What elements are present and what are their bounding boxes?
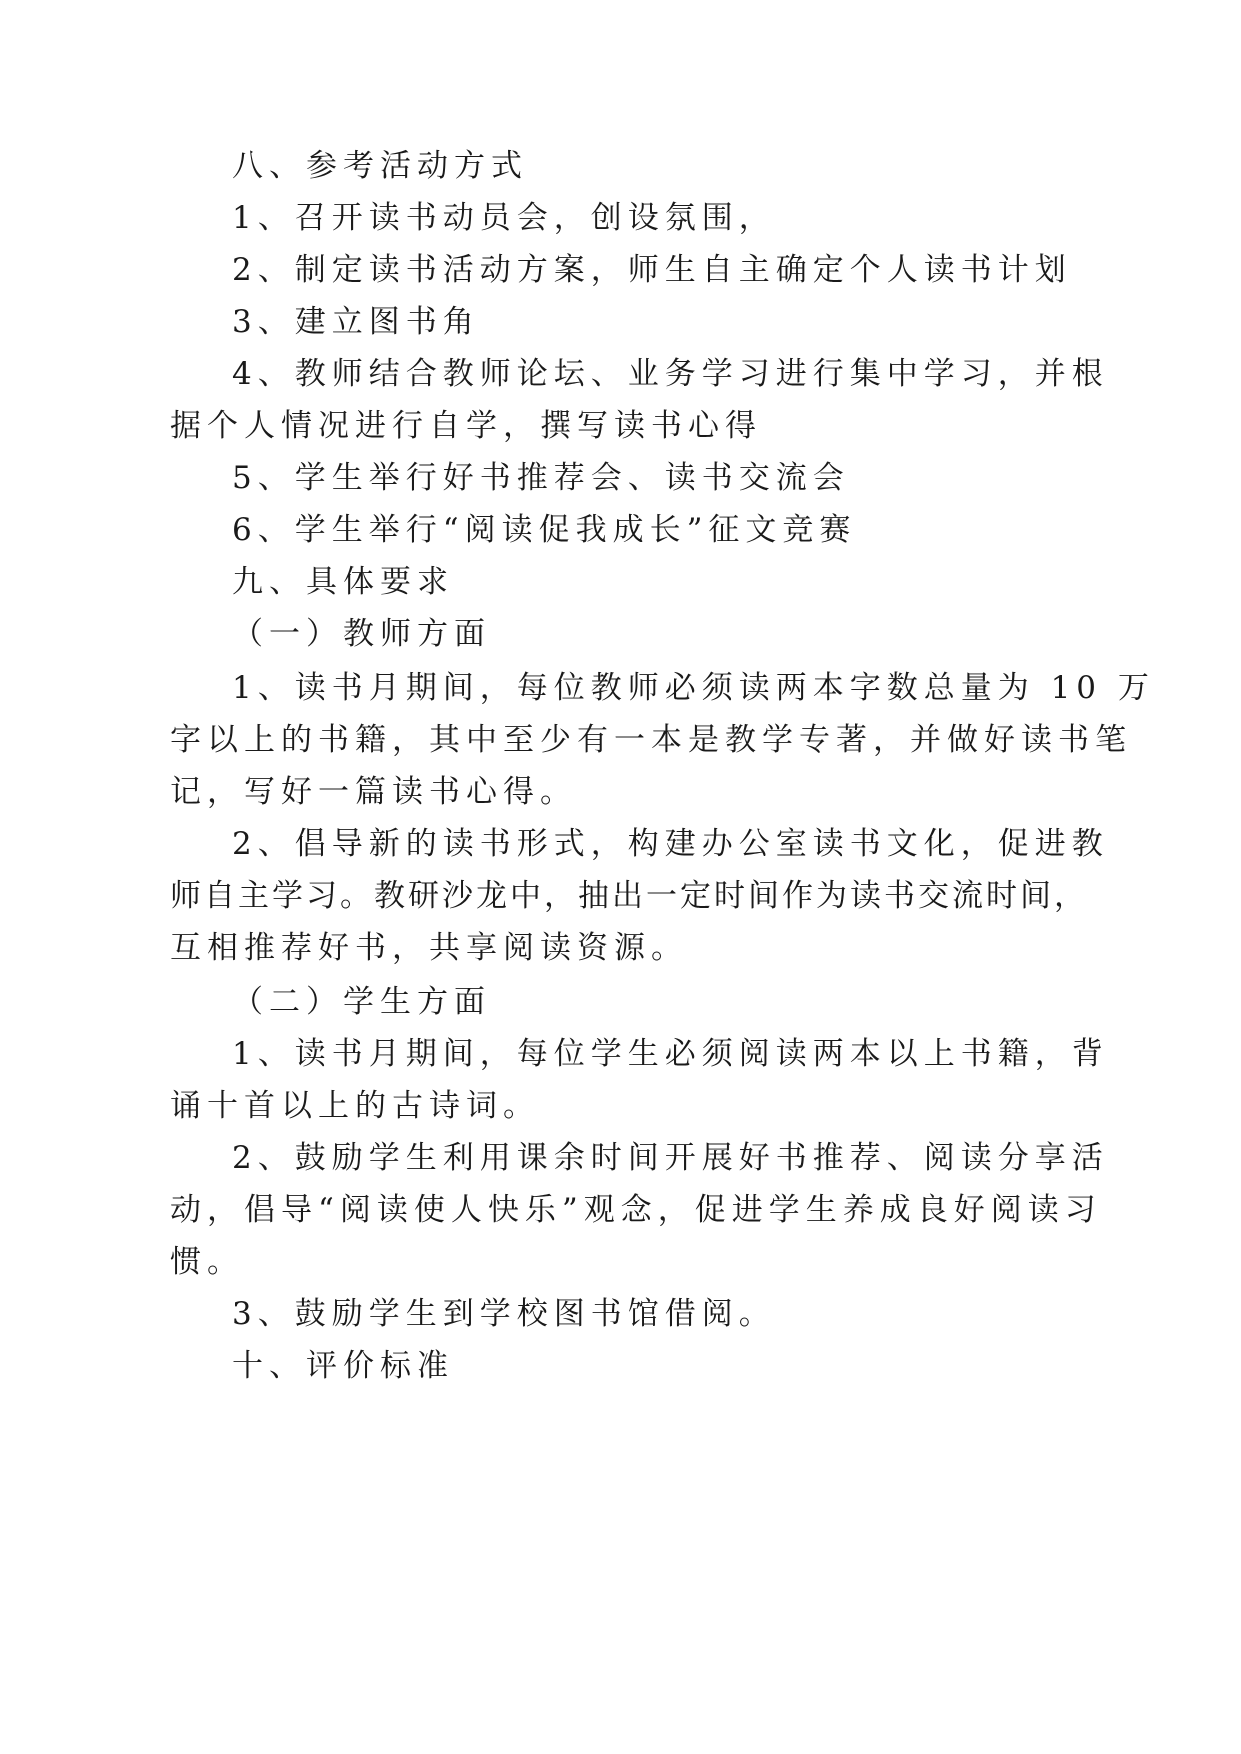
paragraph-line: 据个人情况进行自学，撰写读书心得 (170, 408, 762, 444)
paragraph-line: 互相推荐好书，共享阅读资源。 (170, 930, 688, 966)
paragraph-line: 2、制定读书活动方案，师生自主确定个人读书计划 (232, 252, 1072, 288)
section-heading-8: 八、参考活动方式 (232, 148, 528, 184)
paragraph-line: 3、鼓励学生到学校图书馆借阅。 (232, 1296, 776, 1332)
paragraph-line: 2、倡导新的读书形式，构建办公室读书文化，促进教 (232, 826, 1109, 862)
subsection-heading-teachers: （一）教师方面 (232, 616, 491, 652)
paragraph-line: 3、建立图书角 (232, 304, 480, 340)
subsection-heading-students: （二）学生方面 (232, 984, 491, 1020)
paragraph-line: 动，倡导“阅读使人快乐”观念，促进学生养成良好阅读习 (170, 1192, 1102, 1228)
paragraph-line: 1、召开读书动员会，创设氛围， (232, 200, 776, 236)
paragraph-line: 师自主学习。教研沙龙中，抽出一定时间作为读书交流时间， (170, 878, 1088, 914)
paragraph-line: 2、鼓励学生利用课余时间开展好书推荐、阅读分享活 (232, 1140, 1109, 1176)
paragraph-line: 1、读书月期间，每位学生必须阅读两本以上书籍，背 (232, 1036, 1109, 1072)
section-heading-10: 十、评价标准 (232, 1348, 454, 1384)
paragraph-line: 4、教师结合教师论坛、业务学习进行集中学习，并根 (232, 356, 1109, 392)
paragraph-line: 诵十首以上的古诗词。 (170, 1088, 540, 1124)
paragraph-line: 1、读书月期间，每位教师必须读两本字数总量为 10 万 (232, 670, 1155, 706)
paragraph-line: 记，写好一篇读书心得。 (170, 774, 577, 810)
paragraph-line: 惯。 (170, 1244, 244, 1280)
paragraph-line: 5、学生举行好书推荐会、读书交流会 (232, 460, 850, 496)
section-heading-9: 九、具体要求 (232, 564, 454, 600)
paragraph-line: 6、学生举行“阅读促我成长”征文竞赛 (232, 512, 857, 548)
paragraph-line: 字以上的书籍，其中至少有一本是教学专著，并做好读书笔 (170, 722, 1132, 758)
